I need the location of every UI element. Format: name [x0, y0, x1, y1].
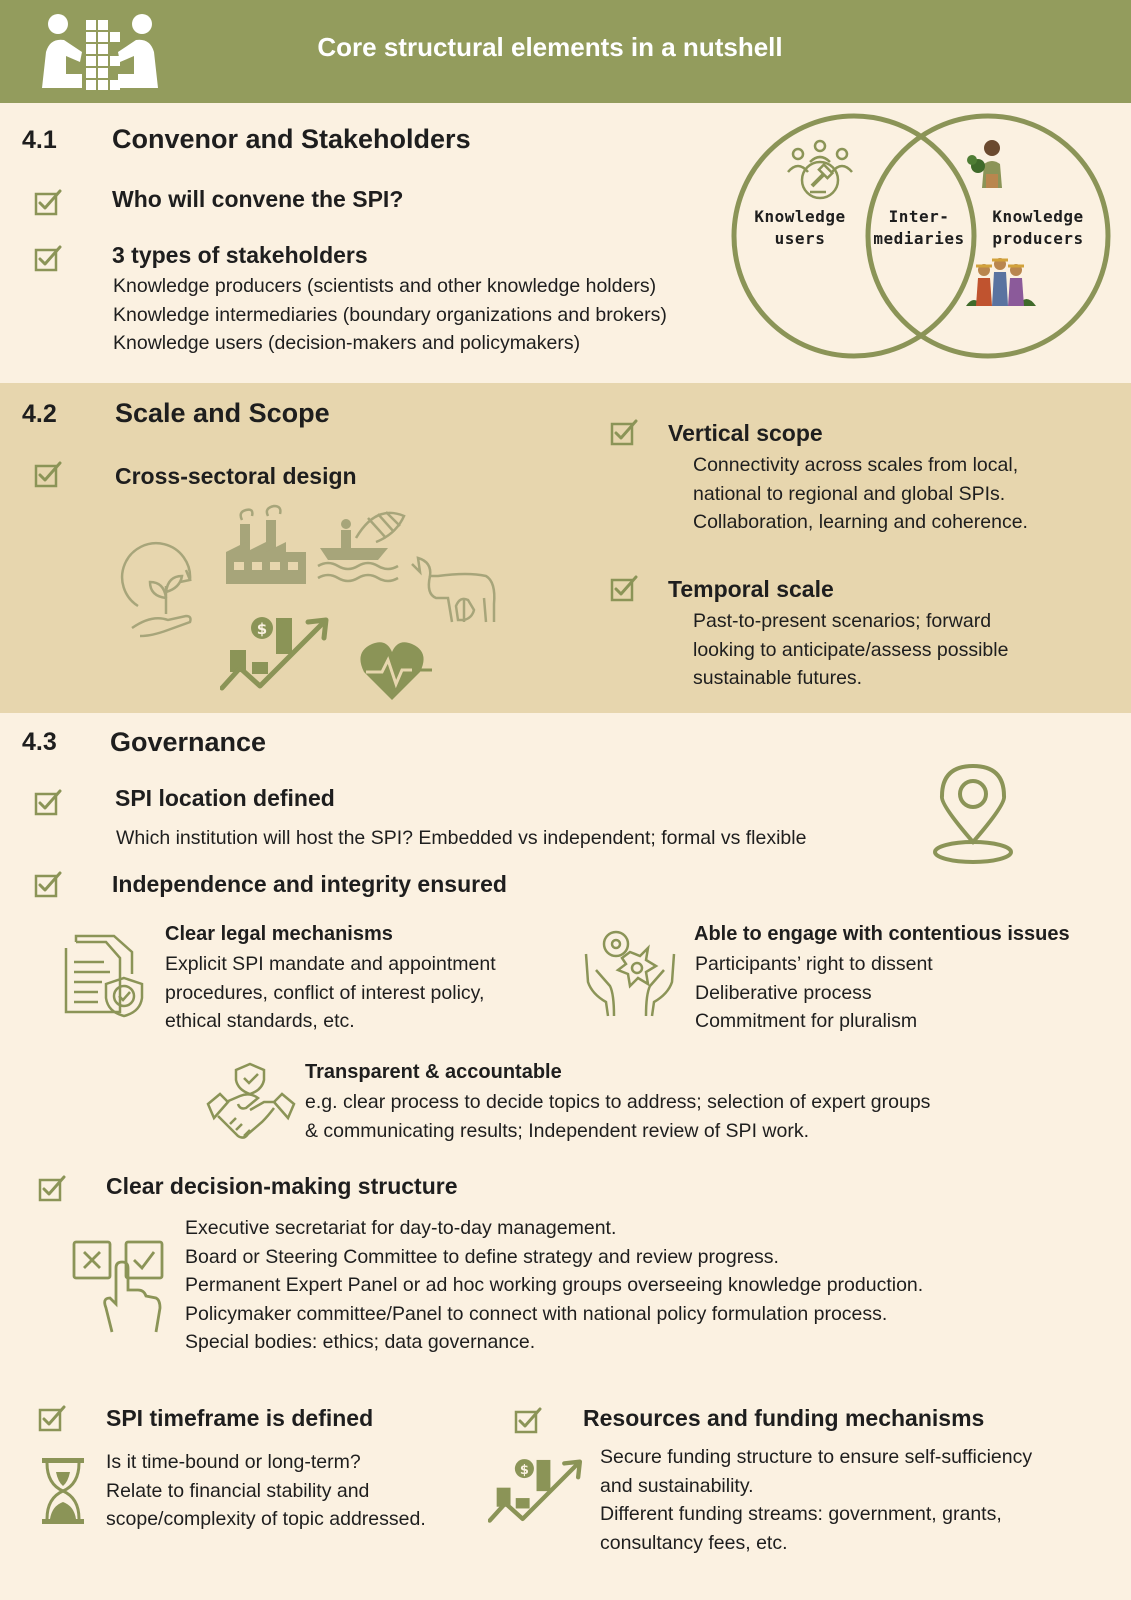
- decision-choice-icon: [72, 1238, 166, 1334]
- venn-label-users: Knowledge users: [754, 207, 846, 248]
- checkbox-icon: [38, 1174, 66, 1202]
- item-temporal-scale: Temporal scale: [668, 576, 834, 602]
- checkbox-icon: [38, 1404, 66, 1432]
- plant-in-hand-icon: [128, 556, 204, 646]
- section-number-4-1: 4.1: [22, 126, 57, 154]
- decision-line: Executive secretariat for day-to-day management.: [185, 1217, 617, 1239]
- venn-label-producers: Knowledge producers: [992, 207, 1084, 248]
- checkbox-icon: [34, 870, 62, 898]
- health-heart-icon: [360, 640, 434, 702]
- item-vertical-scope: Vertical scope: [668, 420, 823, 446]
- transparent-title: Transparent & accountable: [305, 1061, 562, 1083]
- section-title-scale: Scale and Scope: [115, 398, 330, 428]
- item-spi-location: SPI location defined: [115, 785, 335, 811]
- contentious-issues-title: Able to engage with contentious issues: [694, 923, 1070, 945]
- stakeholder-list: [113, 272, 667, 358]
- item-independence: Independence and integrity ensured: [112, 871, 507, 897]
- decision-line: Permanent Expert Panel or ad hoc working groups overseeing knowledge production.: [185, 1274, 924, 1296]
- funding-text: Secure funding structure to ensure self-sufficiency and sustainability. Different funding streams: government, grants, consultancy fees, etc.: [600, 1446, 1033, 1554]
- legal-mechanisms-title: Clear legal mechanisms: [165, 923, 393, 945]
- researcher-icon: [967, 140, 1002, 188]
- item-funding: Resources and funding mechanisms: [583, 1405, 985, 1431]
- decision-line: Special bodies: ethics; data governance.: [185, 1331, 536, 1353]
- checkbox-icon: [610, 418, 638, 446]
- item-cross-sectoral: Cross-sectoral design: [115, 463, 357, 489]
- temporal-scale-text: Past-to-present scenarios; forward looking to anticipate/assess possible sustainable futures.: [693, 610, 1009, 689]
- stakeholder-line: Knowledge intermediaries (boundary organizations and brokers): [113, 303, 667, 326]
- venn-label-intermediaries: Inter- mediaries: [873, 207, 965, 248]
- gavel-people-icon: [788, 141, 852, 198]
- location-pin-icon: [930, 762, 1016, 866]
- hands-gears-icon: [582, 924, 678, 1018]
- hourglass-icon: [42, 1458, 84, 1524]
- checkbox-icon: [34, 188, 62, 216]
- people-building-blocks-icon: [36, 12, 164, 92]
- legal-mechanisms-text: Explicit SPI mandate and appointment procedures, conflict of interest policy, ethical standards, etc.: [165, 953, 496, 1032]
- decision-structure-list: [185, 1214, 923, 1357]
- checkbox-icon: [34, 244, 62, 272]
- section-title-convenor: Convenor and Stakeholders: [112, 124, 471, 154]
- economic-growth-icon: [220, 610, 340, 700]
- checkbox-icon: [34, 460, 62, 488]
- factory-icon: [224, 506, 308, 586]
- stakeholder-line: Knowledge producers (scientists and other knowledge holders): [113, 275, 657, 297]
- decision-line: Board or Steering Committee to define strategy and review progress.: [185, 1245, 779, 1268]
- decision-line: Policymaker committee/Panel to connect with national policy formulation process.: [185, 1302, 888, 1325]
- item-timeframe: SPI timeframe is defined: [106, 1405, 374, 1431]
- section-number-4-3: 4.3: [22, 728, 57, 756]
- handshake-shield-icon: [206, 1062, 296, 1144]
- farmers-group-icon: [966, 258, 1036, 306]
- page-title: Core structural elements in a nutshell: [317, 32, 783, 62]
- section-title-governance: Governance: [110, 727, 267, 757]
- item-decision-making: Clear decision-making structure: [106, 1173, 458, 1199]
- vertical-scope-text: Connectivity across scales from local, national to regional and global SPIs. Collaboration, learning and coherence.: [693, 454, 1028, 533]
- contentious-issues-text: Participants’ right to dissent Deliberative process Commitment for pluralism: [695, 953, 933, 1032]
- transparent-text: e.g. clear process to decide topics to address; selection of expert groups & communicating results; Independent review of SPI work.: [305, 1091, 931, 1142]
- section-number-4-2: 4.2: [22, 400, 57, 428]
- funding-growth-icon: [488, 1452, 592, 1532]
- fishing-boat-icon: [316, 508, 408, 586]
- checkbox-icon: [34, 788, 62, 816]
- location-text: Which institution will host the SPI? Embedded vs independent; formal vs flexible: [116, 827, 807, 849]
- checkbox-icon: [514, 1406, 542, 1434]
- timeframe-text: Is it time-bound or long-term? Relate to financial stability and scope/complexity of topic addressed.: [106, 1451, 426, 1530]
- item-who-convenes: Who will convene the SPI?: [112, 186, 404, 212]
- legal-document-shield-icon: [62, 934, 146, 1018]
- stakeholder-line: Knowledge users (decision-makers and policymakers): [113, 332, 581, 354]
- item-stakeholder-types: 3 types of stakeholders: [112, 242, 368, 268]
- checkbox-icon: [610, 574, 638, 602]
- livestock-icon: [408, 552, 500, 626]
